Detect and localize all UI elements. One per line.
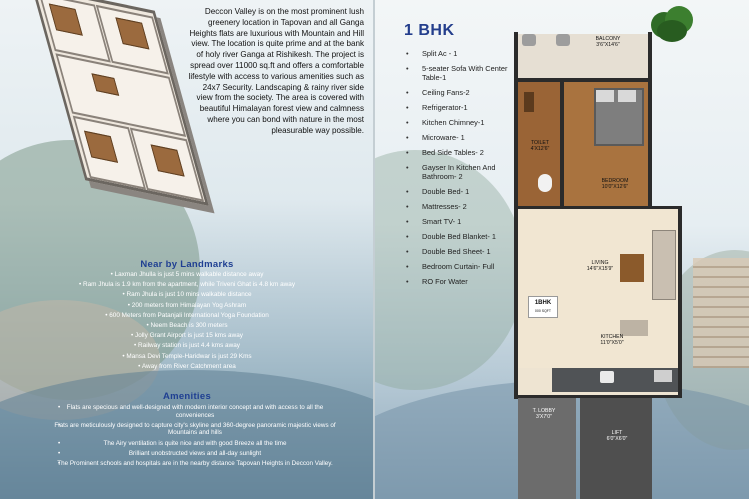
lift-label: LIFT 6'0"X6'0" [606, 430, 628, 442]
amenities-title: Amenities [162, 391, 212, 402]
pillow-icon [618, 90, 636, 102]
list-item: • Mansa Devi Temple-Haridwar is just 29 Kms [122, 352, 252, 360]
wall [514, 395, 682, 398]
list-item: • Microware- 1 [404, 133, 529, 143]
list-item: • Double Bed- 1 [404, 187, 529, 197]
list-item: • Smart TV- 1 [404, 217, 529, 227]
list-item: • Split Ac - 1 [404, 49, 529, 59]
list-item: • Kitchen Chimney-1 [404, 118, 529, 128]
wall [514, 32, 518, 399]
right-page [375, 0, 749, 499]
chair-icon [556, 34, 570, 46]
chair-icon [522, 34, 536, 46]
unit-badge: 1BHK 000 SQFT [528, 296, 558, 318]
building-background [693, 258, 749, 368]
wall [648, 32, 652, 208]
list-item: • Ceiling Fans-2 [404, 88, 529, 98]
list-item: • Neem Beach is 300 meters [146, 322, 228, 330]
list-item: • 200 meters from Himalayan Yog Ashram [127, 301, 247, 309]
list-item: • Flats are specious and well-designed with modern interior concept and with access to all the conveniences [40, 404, 336, 419]
list-item: • RO For Water [404, 277, 529, 287]
list-item: • Double Bed Sheet- 1 [404, 247, 529, 257]
list-item: • Away from River Catchment area [138, 362, 236, 370]
list-item: • Bedroom Curtain- Full [404, 262, 529, 272]
list-item: • Jolly Grant Airport is just 15 kms away [131, 332, 243, 340]
intro-text: Deccon Valley is on the most prominent lush greenery location in Tapovan and all Ganga Heights flats are luxurious with Mountain and Hill view. The location is quite prime and at the bank of holy river Ganga at Rishikesh. The project is spread over 11000 sq.ft and offers a comfortable lifestyle with access to various amenities such as 24x7 Security. Landscaping & rainy river side view from the society. The area is covered with beautiful Himalayan forest view and calmness where you can bond with nature in the most pleasurable way possible. [188, 7, 364, 135]
list-item: • Ram Jhula is just 10 mins walkable distance [122, 291, 252, 299]
list-item: • Double Bed Blanket- 1 [404, 232, 529, 242]
list-item: • The Airy ventilation is quite nice and with good Breeze all the time [40, 440, 336, 448]
list-item: • 5-seater Sofa With Center Table-1 [404, 64, 529, 83]
kitchen-label: KITCHEN 11'0"X5'0" [600, 334, 624, 346]
list-item: • Bed Side Tables- 2 [404, 148, 529, 158]
list-item: • The Prominent schools and hospitals are in the nearby distance Tapovan Heights in Deccon Valley. [40, 460, 336, 468]
stove-icon [600, 371, 614, 383]
balcony-label: BALCONY 3'6"X14'6" [595, 36, 621, 48]
left-page [0, 0, 374, 499]
bedroom-label: BEDROOM 10'0"X12'6" [601, 178, 629, 190]
wall [678, 206, 682, 396]
list-item: • Brilliant unobstructed views and all-day sunlight [40, 450, 336, 458]
sofa-icon [652, 230, 676, 300]
toilet-seat-icon [538, 174, 552, 192]
shower-icon [524, 92, 534, 112]
wall [514, 78, 652, 82]
lobby-label: T. LOBBY 3'X7'0" [532, 408, 556, 420]
floor-plan [512, 20, 686, 499]
lift-area [580, 398, 652, 499]
landmarks-title: Near by Landmarks [140, 259, 234, 270]
list-item: • Gayser In Kitchen And Bathroom- 2 [404, 163, 529, 182]
landmarks-list [30, 270, 344, 372]
list-item: • Refrigerator-1 [404, 103, 529, 113]
sink-icon [654, 370, 672, 382]
list-item: • Flats are meticulously designed to capture city's skyline and 360-degree panoramic majestic views of Mountains and hills [40, 422, 336, 437]
living-label: LIVING 14'6"X15'9" [586, 260, 614, 272]
list-item: • 600 Meters from Patanjali International Yoga Foundation [105, 311, 269, 319]
wall [560, 82, 564, 208]
wall [514, 206, 682, 209]
features-list [404, 49, 529, 292]
amenities-list [40, 404, 336, 470]
list-item: • Ram Jhula is 1.9 km from the apartment, while Triveni Ghat is 4.8 km away [78, 281, 296, 289]
pillow-icon [596, 90, 614, 102]
list-item: • Mattresses- 2 [404, 202, 529, 212]
list-item: • Railway station is just 4.4 kms away [134, 342, 240, 350]
list-item: • Laxman Jhulla is just 5 mins walkable distance away [110, 271, 264, 278]
unit-title: 1 BHK [404, 22, 455, 39]
toilet-label: TOILET 4'X12'6" [530, 140, 550, 152]
